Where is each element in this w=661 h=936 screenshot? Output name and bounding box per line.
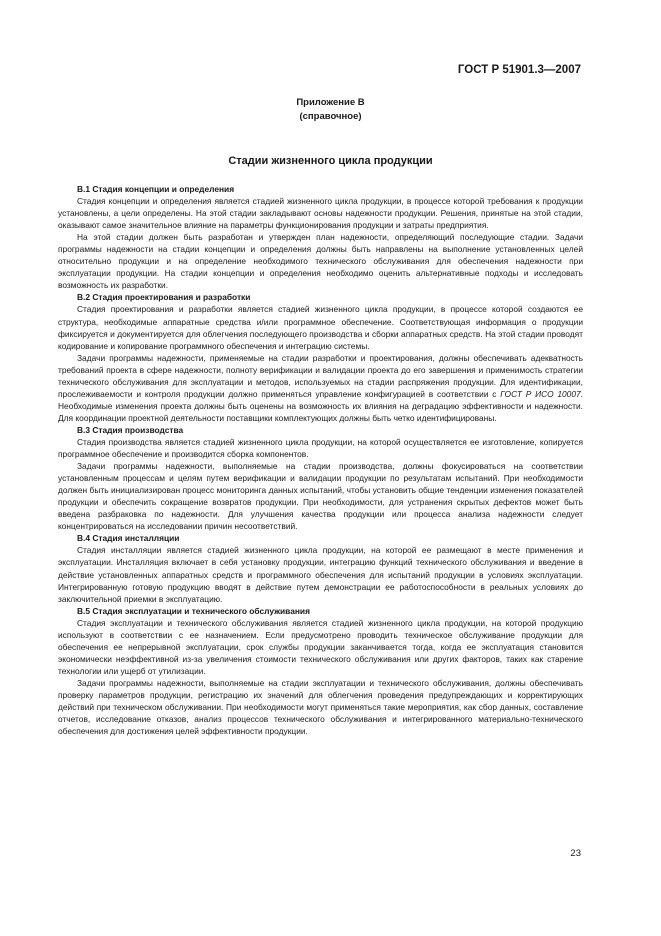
paragraph: Стадия проектирования и разработки является стадией жизненного цикла продукции, в процессе которой создаются ее структура, необходимые аппаратные средства и/или программное обеспечение. Соответствующая информация о продукции фиксируется и документируется для облегчения последующего производства и сборки аппаратных средств. На этой стадии проводят кодирование и копирование программного обеспечения и интеграцию системы. bbox=[58, 304, 583, 351]
paragraph: Стадия инсталляции является стадией жизненного цикла продукции, на которой ее размещают в месте применения и эксплуатации. Инсталляция включает в себя установку продукции, интеграцию функций технического обслуживания и введение в действие установленных аппаратных средств и программного обеспечения для испытаний продукции в условиях эксплуатации. Интегрированную готовую продукцию вводят в действие путем демонстрации ее работоспособности в реальных условиях до заключительной приемки в эксплуатацию. bbox=[58, 545, 583, 604]
page-title: Стадии жизненного цикла продукции bbox=[228, 155, 433, 167]
paragraph bbox=[58, 352, 583, 424]
paragraph: Стадия эксплуатации и технического обслуживания является стадией жизненного цикла продукции, на которой продукцию используют в соответствии с ее назначением. Если предусмотрено проводить техническое обслуживание продукции для обеспечения ее непрерывной эксплуатации, срок службы продукции заканчивается тогда, когда ее эксплуатация становится экономически неэффективной из-за увеличения стоимости технического обслуживания или других факторов, таких как старение технологии или ущерб от утилизации. bbox=[58, 617, 583, 676]
paragraph-text: . Необходимые изменения проекта должны быть оценены на возможность их влияния на деградацию эффективности и надежности. Для координации проектной деятельности поставщики комплектующих должны быть четко идентифицированы. bbox=[58, 388, 583, 423]
document-body bbox=[58, 183, 583, 737]
section-heading-b3: В.3 Стадия производства bbox=[77, 424, 184, 435]
document-header-id: ГОСТ Р 51901.3—2007 bbox=[457, 64, 581, 76]
appendix-title: Приложение В bbox=[296, 97, 365, 108]
section-heading-b5: В.5 Стадия эксплуатации и технического обслуживания bbox=[77, 605, 310, 616]
paragraph: Задачи программы надежности, выполняемые на стадии производства, должны фокусироваться на соответствии установленным процессам и целям путем верификации и валидации продукции по результатам испытаний. При необходимости должен быть инициализирован процесс мониторинга данных испытаний, чтобы установить общие тенденции изменения показателей продукции и обеспечить сокращение возвратов продукции. При необходимости, для устранения скрытых дефектов может быть введена разбраковка по надежности. Для улучшения качества продукции или процесса анализа надежности следует концентрироваться на исследовании причин несоответствий. bbox=[58, 461, 583, 532]
paragraph: На этой стадии должен быть разработан и утвержден план надежности, определяющий последующие стадии. Задачи программы надежности на стадии концепции и определения должны быть направлены на выполнение установленных целей относительно продукции и на определение необходимого технического обслуживания для обеспечения надежности при эксплуатации продукции. На стадии концепции и определения необходимо оценить альтернативные подходы и исследовать возможность их разработки. bbox=[58, 232, 583, 291]
appendix-label bbox=[0, 96, 661, 124]
section-heading-b4: В.4 Стадия инсталляции bbox=[77, 533, 180, 544]
paragraph: Стадия производства является стадией жизненного цикла продукции, на которой осуществляется ее изготовление, копируется программное обеспечение и производится сборка компонентов. bbox=[58, 436, 583, 460]
page-number: 23 bbox=[570, 848, 581, 859]
appendix-subtitle: (справочное) bbox=[299, 111, 362, 122]
standard-reference: ГОСТ Р ИСО 10007 bbox=[500, 388, 581, 399]
paragraph: Стадия концепции и определения является стадией жизненного цикла продукции, в процессе которой требования к продукции установлены, а цели определены. На этой стадии закладывают основы надежности продукции. Решения, принятые на этой стадии, оказывают самое значительное влияние на параметры функционирования продукции и затраты предприятия. bbox=[58, 196, 583, 231]
paragraph: Задачи программы надежности, выполняемые на стадии эксплуатации и технического обслуживания, должны обеспечивать проверку параметров продукции, регистрацию их значений для облегчения проведения предупреждающих и корректирующих действий при техническом обслуживании. При необходимости могут применяться такие мероприятия, как сбор данных, составление отчетов, исследование отказов, анализ процессов технического обслуживания и интегрированного материально-технического обеспечения для достижения целей эффективности продукции. bbox=[58, 677, 583, 737]
section-heading-b1: В.1 Стадия концепции и определения bbox=[77, 184, 235, 194]
section-heading-b2: В.2 Стадия проектирования и разработки bbox=[77, 292, 251, 303]
paragraph-text: Задачи программы надежности, применяемые на стадии разработки и проектирования, должны обеспечивать адекватность требований проекта в сфере надежности, полноту верификации и валидации проекта до его завершения и применимость стратегии технического обслуживания для эксплуатации и методов, используемых на стадии распряжения продукции. Для идентификации, прослеживаемости и контроля продукции должно применяться управление конфигурацией в соответствии с bbox=[58, 352, 583, 399]
